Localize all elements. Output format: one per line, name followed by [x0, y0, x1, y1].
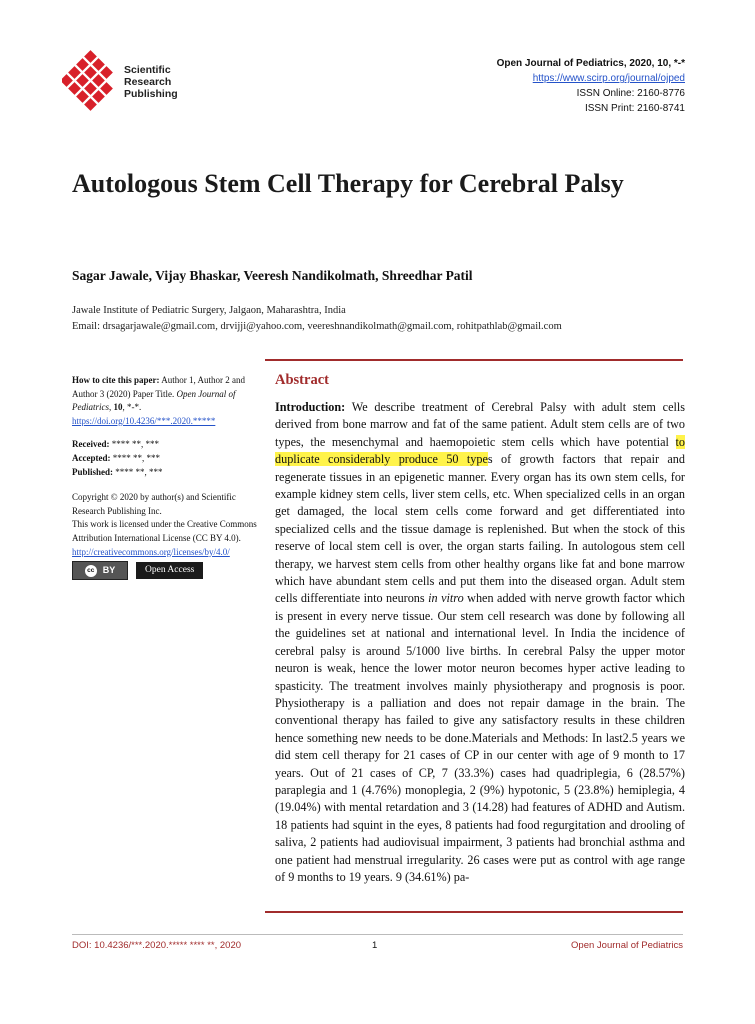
license-link[interactable]: http://creativecommons.org/licenses/by/4.0/ — [72, 546, 230, 557]
authors: Sagar Jawale, Vijay Bhaskar, Veeresh Nandikolmath, Shreedhar Patil — [72, 268, 473, 283]
published-label: Published: — [72, 466, 114, 477]
abstract-body — [275, 399, 685, 886]
published-date — [72, 466, 262, 480]
logo-line-3: Publishing — [124, 88, 178, 100]
issn-print: ISSN Print: 2160-8741 — [584, 103, 685, 114]
footer-doi: DOI: 10.4236/***.2020.***** **** **, 2020 — [72, 940, 242, 951]
abstract-text-1: We describe treatment of Cerebral Palsy with adult stem cells derived from bone marrow and fat of the same patient. Adult stem cells are of two types, the mesenchymal and haemopoietic stem cells which have potential — [275, 400, 685, 449]
dates-block — [72, 438, 262, 479]
journal-info — [497, 56, 685, 116]
footer-rule — [72, 934, 683, 935]
published-value: **** **, *** — [113, 466, 163, 477]
abstract-italic: in vitro — [428, 591, 464, 606]
open-access-badge: Open Access — [136, 562, 203, 579]
license-text: This work is licensed under the Creative Commons Attribution International License (CC BY 4.0). — [72, 519, 257, 543]
cite-label: How to cite this paper: — [72, 375, 160, 385]
logo-line-1: Scientific — [124, 64, 171, 76]
cite-text-2: , — [109, 402, 114, 413]
publisher-logo — [62, 50, 202, 114]
journal-citation: Open Journal of Pediatrics, 2020, 10, *-* — [496, 58, 685, 69]
copyright-text: Copyright © 2020 by author(s) and Scientific Research Publishing Inc. — [72, 492, 236, 516]
abstract-bottom-rule — [265, 911, 683, 913]
footer-journal: Open Journal of Pediatrics — [571, 940, 683, 951]
received-date — [72, 438, 262, 452]
sidebar — [72, 374, 262, 580]
affiliation: Jawale Institute of Pediatric Surgery, Jalgaon, Maharashtra, India — [72, 305, 346, 316]
accepted-value: **** **, *** — [110, 452, 160, 463]
logo-diamond-icon — [62, 50, 122, 114]
cite-volume: 10 — [113, 402, 123, 413]
cc-icon: cc — [85, 565, 97, 577]
paper-title: Autologous Stem Cell Therapy for Cerebral Palsy — [72, 169, 624, 198]
abstract-top-rule — [265, 359, 683, 361]
cc-by-badge[interactable] — [72, 561, 128, 580]
citation-block — [72, 374, 262, 428]
cite-text-3: , *-*. — [122, 402, 142, 413]
logo-text — [124, 64, 178, 100]
journal-url-link[interactable]: https://www.scirp.org/journal/ojped — [532, 73, 685, 84]
cc-by-label: BY — [102, 564, 116, 575]
accepted-label: Accepted: — [72, 452, 111, 463]
cite-journal: Open Journal of Pediatrics — [72, 388, 236, 413]
page-number: 1 — [372, 940, 378, 951]
abstract-lead: Introduction: — [275, 400, 346, 414]
logo-line-2: Research — [124, 76, 172, 88]
abstract-text-3: when added with nerve growth factor which is present in every nerve tissue. Our stem cell research was done by following all the guidelines set at national and international level. In India the incidence of cerebral palsy is around 5/1000 live births. In cerebral Palsy the upper motor neuron is weak, hence the lower motor neuron becomes hyper active leading to spasticity. The treatment involves mainly physiotherapy and prognosis is poor. Physiotherapy is a palliation and does not repair damage in the brain. The conventional therapy has failed to give any satisfactory results in these children hence something new needs to be done.Materials and Methods: In last2.5 years we did stem cell therapy for 21 cases of CP in our center with age of 9 month to 17 years. Out of 21 cases of CP, 7 (33.3%) cases had quadriplegia, 6 (28.57%) paraplegia and 1 (4.76%) monoplegia, 2 (9%) hypotonic, 5 (23.8%) hemiplegia, 4 (19.04%) with mental retardation and 3 (14.28) had features of ADHD and Autism. 18 patients had squint in the eyes, 8 patients had food regurgitation and drooling of saliva, 2 patients had audiovisual impairment, 3 patients had bronchial asthma and one patient had menstrual irregularity. 26 cases were put as control with age range of 9 months to 19 years. 9 (34.61%) pa- — [275, 591, 685, 884]
author-emails: Email: drsagarjawale@gmail.com, drvijji@yahoo.com, veereshnandikolmath@gmail.com, rohitpathlab@gmail.com — [72, 321, 562, 332]
received-value: **** **, *** — [109, 439, 159, 450]
abstract-text-2: s of growth factors that repair and regenerate tissues in an epigenetic manner. Every organ has its own stem cells, for example kidney stem cells, liver stem cells, etc. When specialized cells in an organ get damaged, the local stem cells come forward and get differentiated into specialized cells and the tissue damage is replenished. But when the stock of this reserve of local stem cell is over, the organ starts failing. In autologous stem cell therapy, we harvest stem cells from other healthy organs like fat and bone marrow which have abundant stem cells and put them into the diseased organ. Adult stem cells differentiate into neurons — [275, 452, 685, 606]
copyright-block — [72, 491, 262, 559]
license-badges — [72, 561, 262, 580]
doi-link[interactable]: https://doi.org/10.4236/***.2020.***** — [72, 415, 216, 426]
cite-text-1: Author 1, Author 2 and Author 3 (2020) Paper Title. — [72, 375, 245, 399]
abstract-heading: Abstract — [275, 372, 329, 388]
received-label: Received: — [72, 439, 110, 450]
issn-online: ISSN Online: 2160-8776 — [576, 88, 685, 99]
accepted-date — [72, 452, 262, 466]
highlighted-text: to duplicate considerably produce 50 type — [275, 434, 685, 467]
affiliation-block — [72, 303, 562, 335]
